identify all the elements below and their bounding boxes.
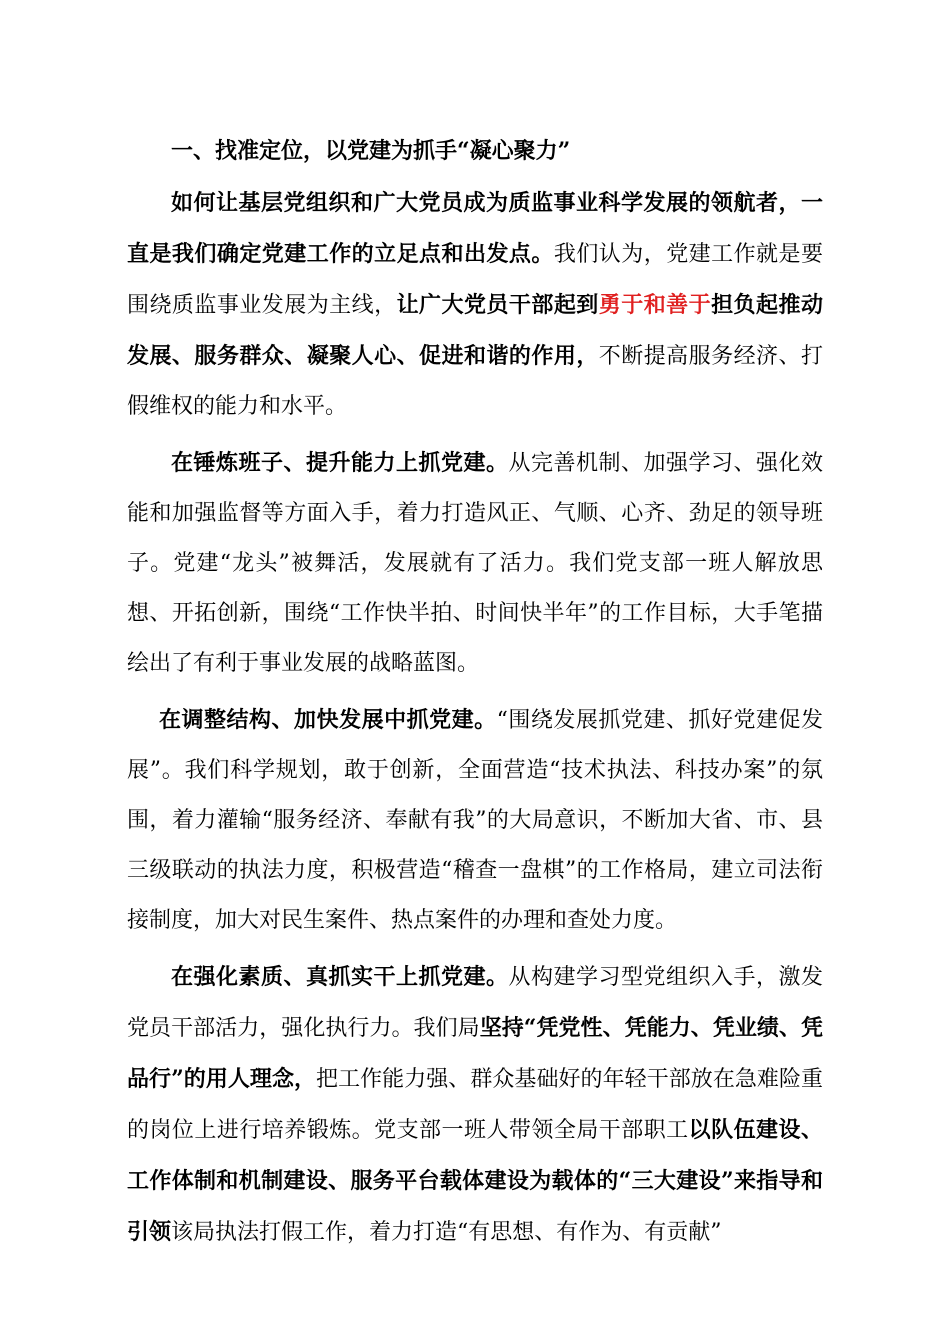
bold-lead-text: 在锤炼班子、提升能力上抓党建。: [171, 450, 509, 476]
paragraph-intro: [127, 178, 823, 432]
body-text: 从构建学习型党组织入手，激发党员干部活力，强化执行力。我们局: [127, 965, 823, 1041]
bold-text: 担负起推动发展、服务群众、凝聚人心、促进和谐的作用，: [127, 292, 823, 369]
paragraph-leadership: [127, 438, 823, 689]
highlighted-red-text: 勇于和善于: [598, 292, 712, 318]
bold-lead-text: 在强化素质、真抓实干上抓党建。: [171, 964, 509, 990]
bold-text: 如何让基层党组织和广大党员成为质监事业科学发展的领航者，一直是我们确定党建工作的立足点和出发点。: [127, 190, 823, 267]
body-text: 不断提高服务经济、打假维权的能力和水平。: [127, 344, 823, 419]
section-heading: 一、找准定位，以党建为抓手“凝心聚力”: [171, 138, 571, 164]
body-text: 把工作能力强、群众基础好的年轻干部放在急难险重的岗位上进行培养锻炼。党支部一班人带领全局干部职工: [127, 1067, 823, 1143]
bold-text: 坚持“凭党性、凭能力、凭业绩、凭品行”的用人理念，: [127, 1015, 823, 1092]
bold-text: 让广大党员干部起到: [396, 292, 599, 318]
body-text: 该局执法打假工作，着力打造“有思想、有作为、有贡献”: [171, 1220, 722, 1245]
body-text: 我们认为，党建工作就是要围绕质监事业发展为主线，: [127, 242, 823, 318]
body-text: 从完善机制、加强学习、强化效能和加强监督等方面入手，着力打造风正、气顺、心齐、劲足的领导班子。党建“龙头”被舞活，发展就有了活力。我们党支部一班人解放思想、开拓创新，围绕“工作快半拍、时间快半年”的工作目标，大手笔描绘出了有利于事业发展的战略蓝图。: [127, 451, 823, 676]
bold-text: 以队伍建设、工作体制和机制建设、服务平台载体建设为载体的“三大建设”来指导和引领: [127, 1117, 823, 1245]
bold-lead-text: 在调整结构、加快发展中抓党建。: [159, 707, 497, 733]
document-body: [127, 128, 823, 1264]
paragraph-quality: [127, 952, 823, 1258]
paragraph-structure: [127, 695, 823, 946]
body-text: “围绕发展抓党建、抓好党建促发展”。我们科学规划，敢于创新，全面营造“技术执法、科技办案”的氛围，着力灌输“服务经济、奉献有我”的大局意识，不断加大省、市、县三级联动的执法力度，积极营造“稽查一盘棋”的工作格局，建立司法衔接制度，加大对民生案件、热点案件的办理和查处力度。: [127, 708, 823, 933]
